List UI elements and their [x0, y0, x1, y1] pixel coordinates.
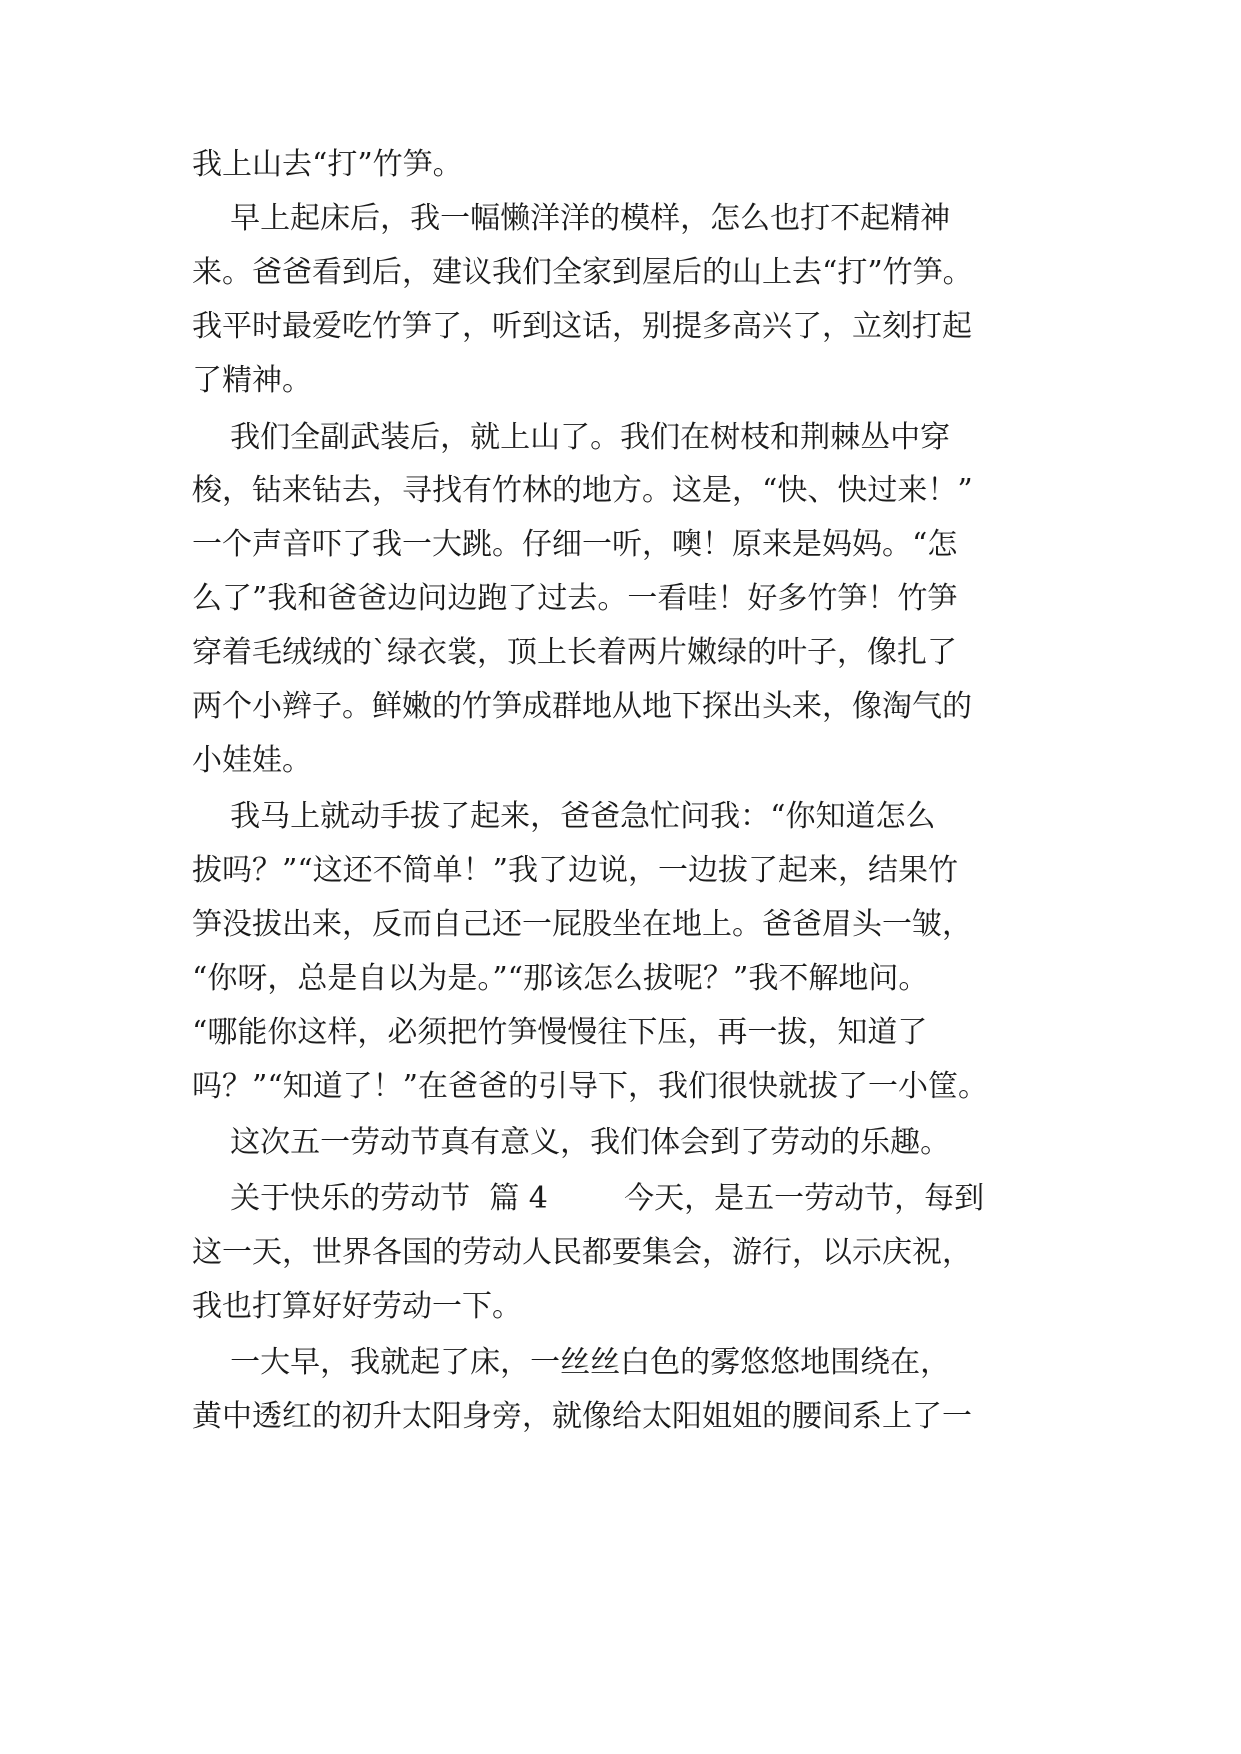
text-line: 穿着毛绒绒的`绿衣裳，顶上长着两片嫩绿的叶子，像扎了 — [192, 635, 957, 670]
text-line: 来。爸爸看到后，建议我们全家到屋后的山上去“打”竹笋。 — [192, 255, 973, 290]
text-line: 笋没拔出来，反而自己还一屁股坐在地上。爸爸眉头一皱， — [192, 907, 972, 942]
text-line: 拔吗？”“这还不简单！”我了边说，一边拔了起来，结果竹 — [192, 853, 959, 888]
text-line: 么了”我和爸爸边问边跑了过去。一看哇！好多竹笋！竹笋 — [192, 581, 958, 616]
text-line: 早上起床后，我一幅懒洋洋的模样，怎么也打不起精神 — [192, 201, 951, 236]
text-line: “哪能你这样，必须把竹笋慢慢往下压，再一拔，知道了 — [192, 1015, 928, 1050]
text-line: 关于快乐的劳动节 篇 4 今天，是五一劳动节，每到 — [192, 1181, 985, 1216]
text-line: 吗？”“知道了！”在爸爸的引导下，我们很快就拔了一小筐。 — [192, 1069, 989, 1104]
text-line: “你呀，总是自以为是。”“那该怎么拔呢？”我不解地问。 — [192, 961, 929, 996]
text-line: 我上山去“打”竹笋。 — [192, 147, 463, 182]
text-line: 黄中透红的初升太阳身旁，就像给太阳姐姐的腰间系上了一 — [192, 1399, 972, 1434]
text-line: 小娃娃。 — [192, 743, 312, 778]
text-line: 了精神。 — [192, 363, 312, 398]
text-line: 这一天，世界各国的劳动人民都要集会，游行，以示庆祝， — [192, 1235, 972, 1270]
text-line: 我也打算好好劳动一下。 — [192, 1289, 522, 1324]
text-line: 一个声音吓了我一大跳。仔细一听，噢！原来是妈妈。“怎 — [192, 527, 958, 562]
text-line: 我马上就动手拔了起来，爸爸急忙问我：“你知道怎么 — [192, 799, 936, 834]
text-line: 这次五一劳动节真有意义，我们体会到了劳动的乐趣。 — [192, 1125, 951, 1160]
text-line: 梭，钻来钻去，寻找有竹林的地方。这是，“快、快过来！” — [192, 473, 973, 508]
text-line: 一大早，我就起了床，一丝丝白色的雾悠悠地围绕在， — [192, 1345, 951, 1380]
text-line: 我们全副武装后，就上山了。我们在树枝和荆棘丛中穿 — [192, 420, 951, 455]
text-line: 两个小辫子。鲜嫩的竹笋成群地从地下探出头来，像淘气的 — [192, 689, 972, 724]
text-line: 我平时最爱吃竹笋了，听到这话，别提多高兴了，立刻打起 — [192, 309, 972, 344]
